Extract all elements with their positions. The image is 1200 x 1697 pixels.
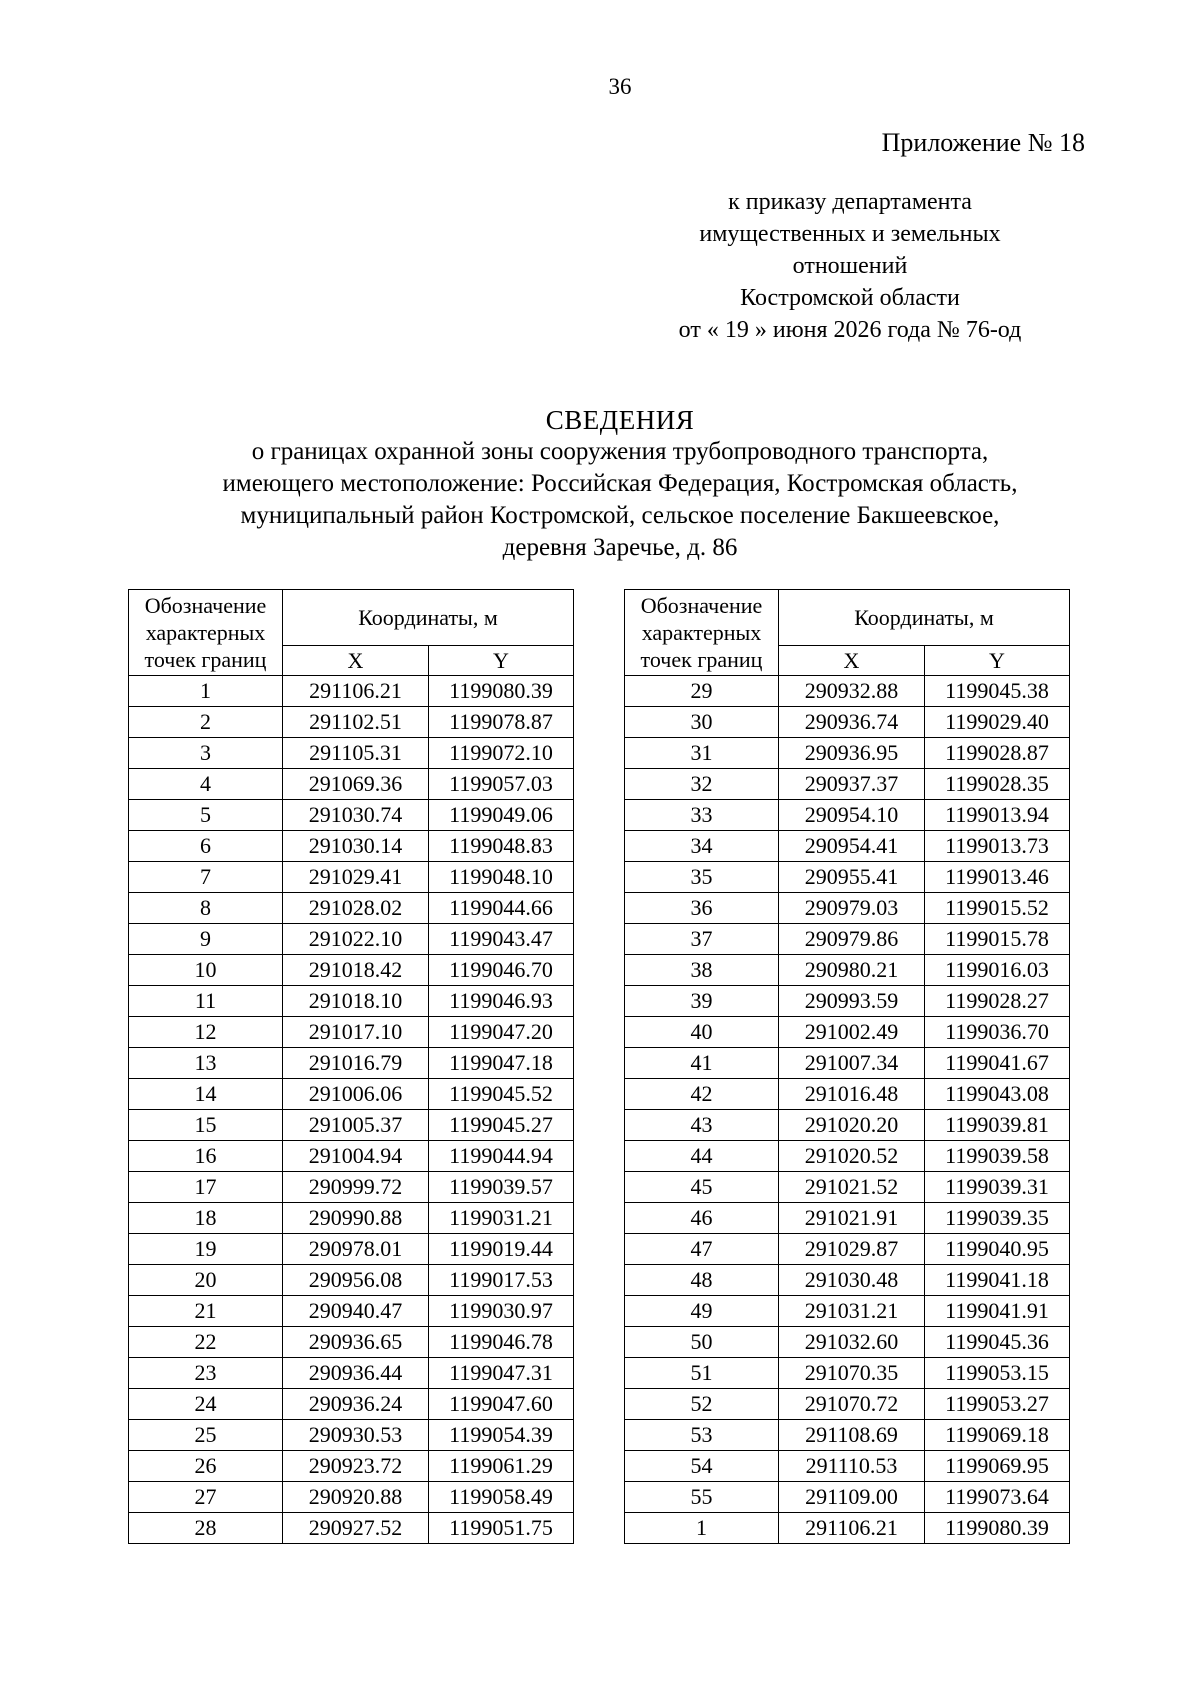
point-number-cell: 40 (625, 1017, 779, 1048)
table-row (129, 986, 574, 1017)
y-coordinate-cell: 1199040.95 (925, 1234, 1070, 1265)
point-number-cell: 11 (129, 986, 283, 1017)
point-number-cell: 9 (129, 924, 283, 955)
point-number-cell: 16 (129, 1141, 283, 1172)
point-number-cell: 14 (129, 1079, 283, 1110)
point-number-cell: 19 (129, 1234, 283, 1265)
y-coordinate-cell: 1199053.15 (925, 1358, 1070, 1389)
appendix-ref-line: к приказу департамента (728, 189, 972, 215)
table-row (129, 800, 574, 831)
appendix-ref-line: отношений (792, 253, 908, 279)
point-number-cell: 42 (625, 1079, 779, 1110)
table-row (625, 1048, 1070, 1079)
table-row (129, 707, 574, 738)
header-x: X (779, 646, 925, 676)
x-coordinate-cell: 290955.41 (779, 862, 925, 893)
y-coordinate-cell: 1199078.87 (429, 707, 574, 738)
point-number-cell: 43 (625, 1110, 779, 1141)
x-coordinate-cell: 290932.88 (779, 676, 925, 707)
x-coordinate-cell: 291006.06 (283, 1079, 429, 1110)
point-number-cell: 7 (129, 862, 283, 893)
y-coordinate-cell: 1199069.95 (925, 1451, 1070, 1482)
x-coordinate-cell: 291106.21 (779, 1513, 925, 1544)
point-number-cell: 33 (625, 800, 779, 831)
y-coordinate-cell: 1199045.27 (429, 1110, 574, 1141)
point-number-cell: 4 (129, 769, 283, 800)
x-coordinate-cell: 291016.79 (283, 1048, 429, 1079)
x-coordinate-cell: 290978.01 (283, 1234, 429, 1265)
y-coordinate-cell: 1199019.44 (429, 1234, 574, 1265)
table-row (625, 1420, 1070, 1451)
x-coordinate-cell: 290920.88 (283, 1482, 429, 1513)
point-number-cell: 6 (129, 831, 283, 862)
table-row (129, 769, 574, 800)
x-coordinate-cell: 291021.91 (779, 1203, 925, 1234)
x-coordinate-cell: 291032.60 (779, 1327, 925, 1358)
y-coordinate-cell: 1199047.20 (429, 1017, 574, 1048)
x-coordinate-cell: 290936.24 (283, 1389, 429, 1420)
y-coordinate-cell: 1199048.10 (429, 862, 574, 893)
table-row (129, 1141, 574, 1172)
y-coordinate-cell: 1199017.53 (429, 1265, 574, 1296)
y-coordinate-cell: 1199016.03 (925, 955, 1070, 986)
y-coordinate-cell: 1199061.29 (429, 1451, 574, 1482)
table-row (625, 1451, 1070, 1482)
y-coordinate-cell: 1199072.10 (429, 738, 574, 769)
table-row (625, 986, 1070, 1017)
x-coordinate-cell: 291102.51 (283, 707, 429, 738)
y-coordinate-cell: 1199047.31 (429, 1358, 574, 1389)
point-number-cell: 13 (129, 1048, 283, 1079)
table-row (625, 1110, 1070, 1141)
y-coordinate-cell: 1199045.52 (429, 1079, 574, 1110)
x-coordinate-cell: 290936.95 (779, 738, 925, 769)
x-coordinate-cell: 290930.53 (283, 1420, 429, 1451)
y-coordinate-cell: 1199049.06 (429, 800, 574, 831)
table-row (129, 1203, 574, 1234)
appendix-ref-line: от « 19 » июня 2026 года № 76-од (678, 317, 1022, 343)
y-coordinate-cell: 1199041.91 (925, 1296, 1070, 1327)
y-coordinate-cell: 1199015.52 (925, 893, 1070, 924)
x-coordinate-cell: 291020.52 (779, 1141, 925, 1172)
table-row (625, 1327, 1070, 1358)
y-coordinate-cell: 1199028.35 (925, 769, 1070, 800)
table-row (625, 1389, 1070, 1420)
point-number-cell: 8 (129, 893, 283, 924)
heading-line: имеющего местоположение: Российская Федерация, Костромская область, (222, 470, 1018, 497)
point-number-cell: 53 (625, 1420, 779, 1451)
y-coordinate-cell: 1199031.21 (429, 1203, 574, 1234)
table-row (625, 924, 1070, 955)
heading-line: о границах охранной зоны сооружения трубопроводного транспорта, (251, 438, 989, 465)
table-row (129, 1327, 574, 1358)
x-coordinate-cell: 290993.59 (779, 986, 925, 1017)
x-coordinate-cell: 290980.21 (779, 955, 925, 986)
y-coordinate-cell: 1199041.67 (925, 1048, 1070, 1079)
y-coordinate-cell: 1199073.64 (925, 1482, 1070, 1513)
point-number-cell: 54 (625, 1451, 779, 1482)
point-number-cell: 31 (625, 738, 779, 769)
table-row (129, 738, 574, 769)
x-coordinate-cell: 291018.42 (283, 955, 429, 986)
y-coordinate-cell: 1199013.94 (925, 800, 1070, 831)
x-coordinate-cell: 290979.86 (779, 924, 925, 955)
table-row (129, 1048, 574, 1079)
table-row (129, 1358, 574, 1389)
x-coordinate-cell: 291105.31 (283, 738, 429, 769)
table-row (129, 1110, 574, 1141)
point-number-cell: 46 (625, 1203, 779, 1234)
x-coordinate-cell: 291018.10 (283, 986, 429, 1017)
point-number-cell: 38 (625, 955, 779, 986)
table-row (129, 676, 574, 707)
y-coordinate-cell: 1199047.18 (429, 1048, 574, 1079)
point-number-cell: 36 (625, 893, 779, 924)
table-row (625, 1358, 1070, 1389)
point-number-cell: 1 (129, 676, 283, 707)
x-coordinate-cell: 290956.08 (283, 1265, 429, 1296)
table-row (625, 1234, 1070, 1265)
y-coordinate-cell: 1199039.57 (429, 1172, 574, 1203)
point-number-cell: 44 (625, 1141, 779, 1172)
x-coordinate-cell: 290940.47 (283, 1296, 429, 1327)
y-coordinate-cell: 1199045.38 (925, 676, 1070, 707)
y-coordinate-cell: 1199058.49 (429, 1482, 574, 1513)
table-row (625, 1513, 1070, 1544)
heading-line: муниципальный район Костромской, сельское поселение Бакшеевское, (240, 502, 1000, 529)
x-coordinate-cell: 291070.72 (779, 1389, 925, 1420)
point-number-cell: 20 (129, 1265, 283, 1296)
point-number-cell: 24 (129, 1389, 283, 1420)
page-number: 36 (608, 74, 632, 99)
table-row (129, 1482, 574, 1513)
table-row (625, 1141, 1070, 1172)
y-coordinate-cell: 1199051.75 (429, 1513, 574, 1544)
table-row (129, 1451, 574, 1482)
table-row (625, 1296, 1070, 1327)
header-coordinates: Координаты, м (283, 590, 574, 646)
point-number-cell: 50 (625, 1327, 779, 1358)
point-number-cell: 23 (129, 1358, 283, 1389)
y-coordinate-cell: 1199080.39 (925, 1513, 1070, 1544)
table-row (625, 1203, 1070, 1234)
table-row (129, 1265, 574, 1296)
x-coordinate-cell: 291031.21 (779, 1296, 925, 1327)
point-number-cell: 5 (129, 800, 283, 831)
y-coordinate-cell: 1199013.46 (925, 862, 1070, 893)
point-number-cell: 48 (625, 1265, 779, 1296)
table-row (625, 1265, 1070, 1296)
point-number-cell: 39 (625, 986, 779, 1017)
y-coordinate-cell: 1199043.08 (925, 1079, 1070, 1110)
table-row (129, 1420, 574, 1451)
point-number-cell: 12 (129, 1017, 283, 1048)
x-coordinate-cell: 290954.41 (779, 831, 925, 862)
x-coordinate-cell: 290936.65 (283, 1327, 429, 1358)
y-coordinate-cell: 1199053.27 (925, 1389, 1070, 1420)
table-row (625, 1482, 1070, 1513)
point-number-cell: 37 (625, 924, 779, 955)
x-coordinate-cell: 290990.88 (283, 1203, 429, 1234)
y-coordinate-cell: 1199039.35 (925, 1203, 1070, 1234)
x-coordinate-cell: 291002.49 (779, 1017, 925, 1048)
x-coordinate-cell: 290979.03 (779, 893, 925, 924)
point-number-cell: 18 (129, 1203, 283, 1234)
y-coordinate-cell: 1199039.58 (925, 1141, 1070, 1172)
header-designation: Обозначение характерных точек границ (625, 590, 779, 676)
appendix-title: Приложение № 18 (881, 128, 1085, 157)
table-row (625, 862, 1070, 893)
table-row (625, 676, 1070, 707)
document-heading (120, 404, 1120, 564)
x-coordinate-cell: 290936.74 (779, 707, 925, 738)
table-row (625, 893, 1070, 924)
y-coordinate-cell: 1199047.60 (429, 1389, 574, 1420)
x-coordinate-cell: 290936.44 (283, 1358, 429, 1389)
y-coordinate-cell: 1199080.39 (429, 676, 574, 707)
header-designation: Обозначение характерных точек границ (129, 590, 283, 676)
table-row (625, 955, 1070, 986)
y-coordinate-cell: 1199013.73 (925, 831, 1070, 862)
y-coordinate-cell: 1199044.94 (429, 1141, 574, 1172)
x-coordinate-cell: 291030.14 (283, 831, 429, 862)
y-coordinate-cell: 1199046.93 (429, 986, 574, 1017)
point-number-cell: 26 (129, 1451, 283, 1482)
point-number-cell: 41 (625, 1048, 779, 1079)
table-row (129, 924, 574, 955)
y-coordinate-cell: 1199046.70 (429, 955, 574, 986)
x-coordinate-cell: 291029.87 (779, 1234, 925, 1265)
point-number-cell: 32 (625, 769, 779, 800)
y-coordinate-cell: 1199057.03 (429, 769, 574, 800)
x-coordinate-cell: 291030.48 (779, 1265, 925, 1296)
point-number-cell: 3 (129, 738, 283, 769)
x-coordinate-cell: 291110.53 (779, 1451, 925, 1482)
header-x: X (283, 646, 429, 676)
table-row (625, 738, 1070, 769)
header-y: Y (429, 646, 574, 676)
table-row (625, 1017, 1070, 1048)
table-row (625, 1172, 1070, 1203)
heading-line: деревня Заречье, д. 86 (502, 534, 738, 561)
y-coordinate-cell: 1199046.78 (429, 1327, 574, 1358)
y-coordinate-cell: 1199041.18 (925, 1265, 1070, 1296)
y-coordinate-cell: 1199028.87 (925, 738, 1070, 769)
appendix-ref-line: Костромской области (740, 285, 960, 311)
table-row (129, 893, 574, 924)
point-number-cell: 55 (625, 1482, 779, 1513)
x-coordinate-cell: 291022.10 (283, 924, 429, 955)
x-coordinate-cell: 291108.69 (779, 1420, 925, 1451)
point-number-cell: 22 (129, 1327, 283, 1358)
point-number-cell: 34 (625, 831, 779, 862)
appendix-ref-line: имущественных и земельных (699, 221, 1001, 247)
x-coordinate-cell: 290923.72 (283, 1451, 429, 1482)
y-coordinate-cell: 1199069.18 (925, 1420, 1070, 1451)
table-row (129, 1079, 574, 1110)
y-coordinate-cell: 1199045.36 (925, 1327, 1070, 1358)
table-row (129, 1017, 574, 1048)
x-coordinate-cell: 291070.35 (779, 1358, 925, 1389)
y-coordinate-cell: 1199039.31 (925, 1172, 1070, 1203)
coordinates-table-left (128, 589, 574, 1544)
x-coordinate-cell: 290927.52 (283, 1513, 429, 1544)
x-coordinate-cell: 291017.10 (283, 1017, 429, 1048)
y-coordinate-cell: 1199029.40 (925, 707, 1070, 738)
point-number-cell: 25 (129, 1420, 283, 1451)
x-coordinate-cell: 291007.34 (779, 1048, 925, 1079)
point-number-cell: 49 (625, 1296, 779, 1327)
x-coordinate-cell: 291069.36 (283, 769, 429, 800)
document-title: СВЕДЕНИЯ (545, 405, 695, 435)
point-number-cell: 51 (625, 1358, 779, 1389)
x-coordinate-cell: 291004.94 (283, 1141, 429, 1172)
y-coordinate-cell: 1199036.70 (925, 1017, 1070, 1048)
table-row (129, 862, 574, 893)
point-number-cell: 30 (625, 707, 779, 738)
point-number-cell: 15 (129, 1110, 283, 1141)
table-row (129, 1296, 574, 1327)
point-number-cell: 10 (129, 955, 283, 986)
y-coordinate-cell: 1199054.39 (429, 1420, 574, 1451)
table-row (129, 1172, 574, 1203)
y-coordinate-cell: 1199039.81 (925, 1110, 1070, 1141)
table-row (625, 707, 1070, 738)
point-number-cell: 45 (625, 1172, 779, 1203)
point-number-cell: 17 (129, 1172, 283, 1203)
x-coordinate-cell: 291029.41 (283, 862, 429, 893)
header-coordinates: Координаты, м (779, 590, 1070, 646)
x-coordinate-cell: 291109.00 (779, 1482, 925, 1513)
x-coordinate-cell: 291005.37 (283, 1110, 429, 1141)
x-coordinate-cell: 291020.20 (779, 1110, 925, 1141)
x-coordinate-cell: 291028.02 (283, 893, 429, 924)
x-coordinate-cell: 291016.48 (779, 1079, 925, 1110)
point-number-cell: 29 (625, 676, 779, 707)
y-coordinate-cell: 1199044.66 (429, 893, 574, 924)
table-row (625, 800, 1070, 831)
y-coordinate-cell: 1199030.97 (429, 1296, 574, 1327)
y-coordinate-cell: 1199048.83 (429, 831, 574, 862)
x-coordinate-cell: 290954.10 (779, 800, 925, 831)
point-number-cell: 1 (625, 1513, 779, 1544)
x-coordinate-cell: 291030.74 (283, 800, 429, 831)
header-y: Y (925, 646, 1070, 676)
table-row (129, 1513, 574, 1544)
table-row (129, 955, 574, 986)
x-coordinate-cell: 291106.21 (283, 676, 429, 707)
point-number-cell: 27 (129, 1482, 283, 1513)
appendix-reference (600, 186, 1100, 346)
point-number-cell: 35 (625, 862, 779, 893)
point-number-cell: 47 (625, 1234, 779, 1265)
x-coordinate-cell: 290937.37 (779, 769, 925, 800)
y-coordinate-cell: 1199043.47 (429, 924, 574, 955)
point-number-cell: 2 (129, 707, 283, 738)
table-row (129, 1234, 574, 1265)
table-row (129, 1389, 574, 1420)
table-row (625, 831, 1070, 862)
y-coordinate-cell: 1199028.27 (925, 986, 1070, 1017)
table-row (129, 831, 574, 862)
point-number-cell: 52 (625, 1389, 779, 1420)
table-row (625, 769, 1070, 800)
y-coordinate-cell: 1199015.78 (925, 924, 1070, 955)
point-number-cell: 21 (129, 1296, 283, 1327)
x-coordinate-cell: 291021.52 (779, 1172, 925, 1203)
point-number-cell: 28 (129, 1513, 283, 1544)
coordinates-table-right (624, 589, 1070, 1544)
table-row (625, 1079, 1070, 1110)
x-coordinate-cell: 290999.72 (283, 1172, 429, 1203)
